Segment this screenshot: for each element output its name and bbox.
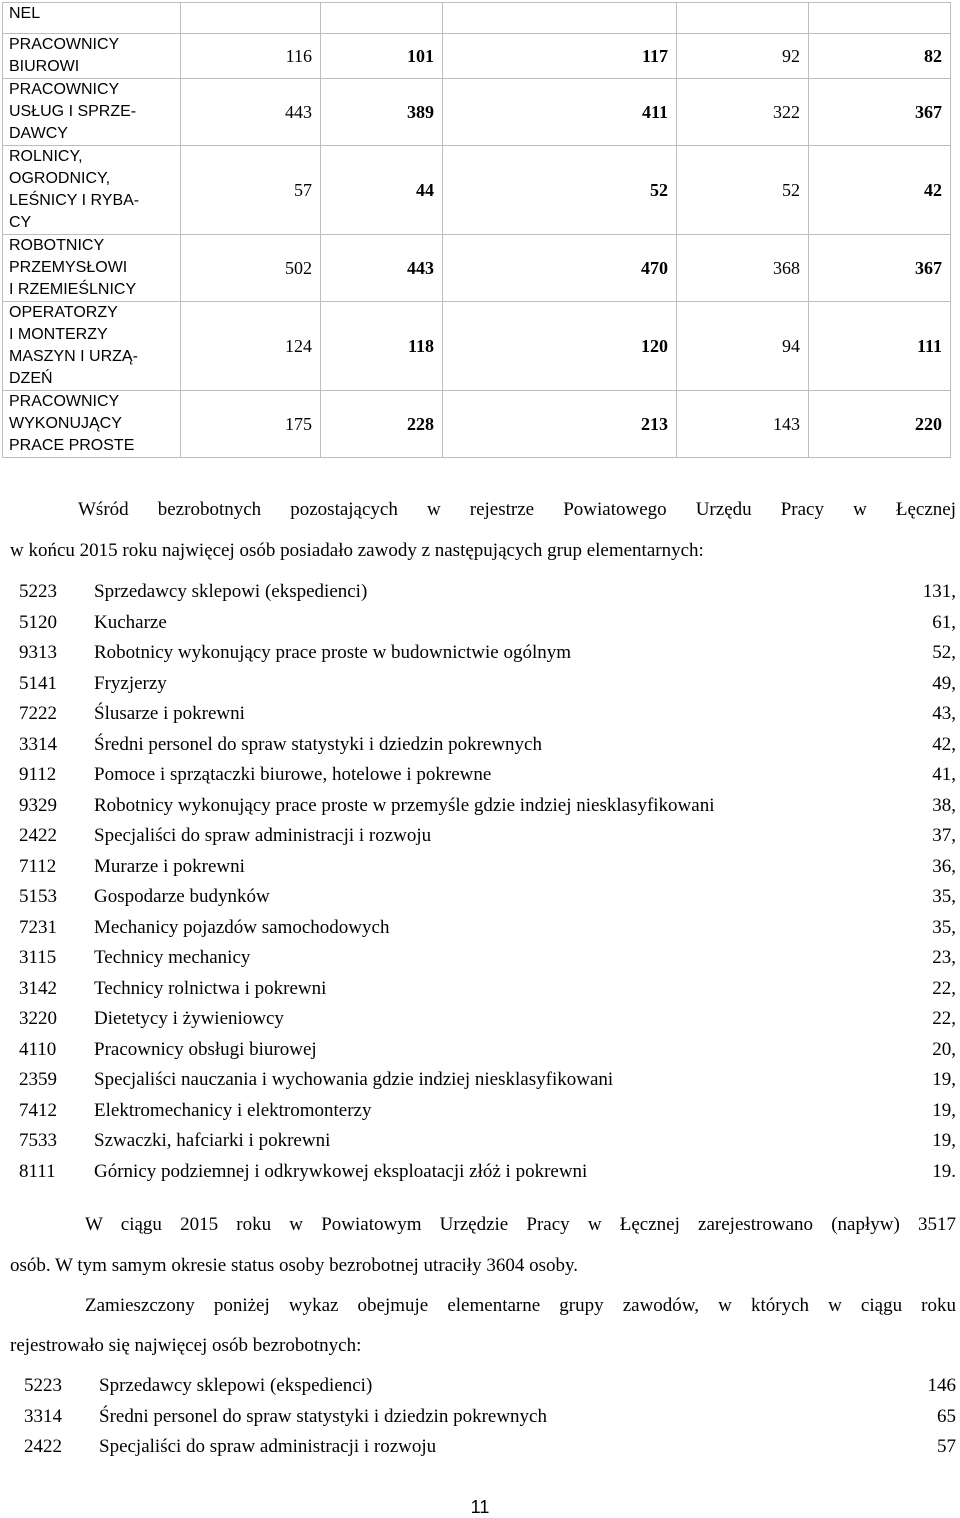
table-row [3, 302, 951, 391]
table-cell: 443 [321, 235, 443, 302]
occupation-count: 49, [932, 672, 956, 694]
row-label-line: ROLNICY, [9, 148, 83, 165]
table-cell: 117 [443, 34, 677, 79]
list-item [19, 1007, 956, 1038]
occupation-count: 19, [932, 1130, 956, 1151]
table-cell: 52 [677, 146, 809, 235]
list-item [19, 1129, 956, 1160]
occupation-count: 42, [932, 733, 956, 755]
list-item [19, 794, 956, 825]
row-label-line: LEŚNICY I RYBA- [9, 192, 140, 209]
list-item [19, 977, 956, 1008]
occupation-groups-table [2, 2, 951, 458]
occupation-name: Szwaczki, hafciarki i pokrewni [94, 1130, 331, 1151]
table-header-cell [677, 3, 809, 34]
table-cell: 322 [677, 79, 809, 146]
occupation-code: 3142 [19, 977, 57, 999]
table-header-row [3, 3, 951, 34]
table-cell: 143 [677, 391, 809, 458]
occupation-count: 146 [927, 1375, 956, 1396]
summary-line-2: rejestrowało się najwięcej osób bezrobotnych: [10, 1335, 362, 1356]
list-item [19, 946, 956, 977]
occupation-name: Robotnicy wykonujący prace proste w budownictwie ogólnym [94, 642, 572, 663]
list-item [19, 641, 956, 672]
occupation-name: Kucharze [94, 611, 167, 633]
occupation-count: 41, [932, 764, 956, 785]
occupation-code: 5120 [19, 611, 57, 633]
page-number: 11 [470, 1497, 490, 1517]
table-cell: 92 [677, 34, 809, 79]
occupation-code: 5141 [19, 672, 57, 694]
list-item [19, 1038, 956, 1069]
table-cell: 368 [677, 235, 809, 302]
occupation-count: 131, [922, 581, 956, 602]
occupation-count: 23, [932, 947, 956, 968]
table-cell: 443 [181, 79, 321, 146]
summary-line-1: Zamieszczony poniżej wykaz obejmuje elementarne grupy zawodów, w których w ciągu roku [85, 1295, 956, 1316]
intro-line-1: Wśród bezrobotnych pozostających w rejestrze Powiatowego Urzędu Pracy w Łęcznej [78, 499, 956, 520]
row-label-line: BIUROWI [9, 58, 80, 75]
row-label-line: ROBOTNICY [9, 237, 105, 254]
table-cell: 42 [809, 146, 951, 235]
occupation-name: Specjaliści do spraw administracji i rozwoju [99, 1436, 437, 1457]
occupation-name: Średni personel do spraw statystyki i dziedzin pokrewnych [99, 1405, 547, 1427]
table-cell: 116 [181, 34, 321, 79]
occupation-count: 36, [932, 855, 956, 877]
occupation-count: 37, [932, 825, 956, 846]
table-cell: 94 [677, 302, 809, 391]
occupation-name: Górnicy podziemnej i odkrywkowej eksploatacji złóż i pokrewni [94, 1160, 588, 1182]
list-item [19, 1160, 956, 1191]
occupation-code: 3220 [19, 1008, 57, 1029]
table-header-cell [809, 3, 951, 34]
occupation-code: 7222 [19, 703, 57, 724]
occupation-code: 9329 [19, 794, 57, 816]
list-item [19, 611, 956, 642]
row-label [3, 391, 181, 458]
row-label-line: WYKONUJĄCY [9, 415, 122, 432]
row-label [3, 302, 181, 391]
occupation-name: Pracownicy obsługi biurowej [94, 1038, 317, 1060]
row-label-line: CY [9, 214, 32, 231]
occupation-code: 5223 [19, 581, 57, 602]
table-cell: 228 [321, 391, 443, 458]
table-cell: 82 [809, 34, 951, 79]
list-item [19, 702, 956, 733]
table-row [3, 146, 951, 235]
row-label-line: DZEŃ [9, 370, 53, 387]
list-item [19, 855, 956, 886]
inflow-paragraph [85, 1215, 956, 1235]
occupation-name: Sprzedawcy sklepowi (ekspedienci) [99, 1375, 373, 1396]
list-item [19, 672, 956, 703]
occupation-code: 8111 [19, 1160, 56, 1182]
row-label-line: OPERATORZY [9, 304, 118, 321]
table-header-cell [321, 3, 443, 34]
occupation-name: Gospodarze budynków [94, 886, 270, 907]
list-item [19, 916, 956, 947]
table-cell: 118 [321, 302, 443, 391]
row-label-line: USŁUG I SPRZE- [9, 103, 137, 120]
intro-line-2: w końcu 2015 roku najwięcej osób posiadało zawody z następujących grup elementarnych: [10, 540, 704, 561]
occupation-name: Specjaliści do spraw administracji i rozwoju [94, 825, 432, 846]
row-label-line: DAWCY [9, 125, 68, 142]
list-item [19, 763, 956, 794]
table-row [3, 79, 951, 146]
occupation-name: Technicy mechanicy [94, 947, 251, 968]
table-cell: 389 [321, 79, 443, 146]
summary-paragraph [85, 1296, 956, 1316]
row-label-line: OGRODNICY, [9, 170, 111, 187]
occupation-count: 20, [932, 1038, 956, 1060]
table-cell: 470 [443, 235, 677, 302]
list-item [19, 733, 956, 764]
occupation-name: Ślusarze i pokrewni [94, 703, 245, 724]
occupation-code: 5153 [19, 886, 57, 907]
summary-paragraph-cont [10, 1336, 956, 1356]
table-cell: 101 [321, 34, 443, 79]
occupation-code: 2359 [19, 1069, 57, 1090]
intro-paragraph [78, 500, 956, 520]
occupation-name: Średni personel do spraw statystyki i dziedzin pokrewnych [94, 733, 542, 755]
occupation-name: Pomoce i sprzątaczki biurowe, hotelowe i pokrewne [94, 764, 492, 785]
occupation-name: Specjaliści nauczania i wychowania gdzie indziej niesklasyfikowani [94, 1069, 614, 1090]
occupation-code: 3314 [19, 733, 57, 755]
list-item [19, 824, 956, 855]
list-item [24, 1405, 956, 1436]
registered-occupations-list [24, 1374, 956, 1466]
top-occupations-list [19, 580, 956, 1190]
list-item [19, 1099, 956, 1130]
table-cell: 502 [181, 235, 321, 302]
row-label-line: PRACOWNICY [9, 36, 120, 53]
occupation-name: Robotnicy wykonujący prace proste w przemyśle gdzie indziej niesklasyfikowani [94, 794, 715, 816]
inflow-line-2: osób. W tym samym okresie status osoby bezrobotnej utraciły 3604 osoby. [10, 1255, 578, 1276]
row-label [3, 34, 181, 79]
occupation-code: 3115 [19, 947, 57, 968]
table-header-cell [181, 3, 321, 34]
occupation-name: Murarze i pokrewni [94, 855, 245, 877]
occupation-count: 22, [932, 977, 956, 999]
table-cell: 111 [809, 302, 951, 391]
occupation-count: 35, [932, 886, 956, 907]
row-label-line: PRACE PROSTE [9, 437, 135, 454]
occupation-code: 7231 [19, 916, 57, 938]
occupation-name: Elektromechanicy i elektromonterzy [94, 1099, 372, 1121]
occupation-name: Dietetycy i żywieniowcy [94, 1008, 284, 1029]
occupation-name: Fryzjerzy [94, 672, 167, 694]
row-label-line: I RZEMIEŚLNICY [9, 281, 137, 298]
occupation-count: 43, [932, 703, 956, 724]
table-header-cell: NEL [3, 3, 181, 34]
row-label-line: PRACOWNICY [9, 393, 120, 410]
table-cell: 175 [181, 391, 321, 458]
row-label [3, 146, 181, 235]
row-label [3, 79, 181, 146]
occupation-count: 38, [932, 794, 956, 816]
occupation-code: 4110 [19, 1038, 57, 1060]
intro-paragraph-cont [10, 541, 956, 561]
occupation-name: Technicy rolnictwa i pokrewni [94, 977, 327, 999]
table-cell: 57 [181, 146, 321, 235]
list-item [24, 1435, 956, 1466]
occupation-code: 5223 [24, 1375, 62, 1396]
occupation-code: 2422 [24, 1436, 62, 1457]
inflow-paragraph-cont [10, 1256, 956, 1276]
table-cell: 44 [321, 146, 443, 235]
table-header-cell [443, 3, 677, 34]
row-label-line: I MONTERZY [9, 326, 108, 343]
occupation-code: 2422 [19, 825, 57, 846]
row-label [3, 235, 181, 302]
occupation-code: 7112 [19, 855, 57, 877]
occupation-count: 19, [932, 1069, 956, 1090]
row-label-line: PRZEMYSŁOWI [9, 259, 128, 276]
occupation-count: 65 [937, 1405, 956, 1427]
occupation-count: 35, [932, 916, 956, 938]
table-row [3, 391, 951, 458]
occupation-count: 19, [932, 1099, 956, 1121]
occupation-code: 7412 [19, 1099, 57, 1121]
occupation-code: 9313 [19, 642, 57, 663]
table-cell: 367 [809, 235, 951, 302]
table-cell: 367 [809, 79, 951, 146]
occupation-code: 3314 [24, 1405, 62, 1427]
list-item [19, 580, 956, 611]
occupation-count: 61, [932, 611, 956, 633]
table-row [3, 235, 951, 302]
table-cell: 120 [443, 302, 677, 391]
list-item [24, 1374, 956, 1405]
list-item [19, 885, 956, 916]
occupation-count: 19. [932, 1160, 956, 1182]
table-cell: 52 [443, 146, 677, 235]
list-item [19, 1068, 956, 1099]
row-label-line: MASZYN I URZĄ- [9, 348, 138, 365]
table-cell: 411 [443, 79, 677, 146]
table-cell: 124 [181, 302, 321, 391]
occupation-count: 57 [937, 1436, 956, 1457]
occupation-name: Mechanicy pojazdów samochodowych [94, 916, 390, 938]
occupation-code: 7533 [19, 1130, 57, 1151]
occupation-count: 22, [932, 1008, 956, 1029]
table-row [3, 34, 951, 79]
table-cell: 220 [809, 391, 951, 458]
table-cell: 213 [443, 391, 677, 458]
inflow-line-1: W ciągu 2015 roku w Powiatowym Urzędzie Pracy w Łęcznej zarejestrowano (napływ) 3517 [85, 1214, 956, 1235]
row-label-line: PRACOWNICY [9, 81, 120, 98]
occupation-code: 9112 [19, 764, 57, 785]
occupation-count: 52, [932, 642, 956, 663]
occupation-name: Sprzedawcy sklepowi (ekspedienci) [94, 581, 368, 602]
